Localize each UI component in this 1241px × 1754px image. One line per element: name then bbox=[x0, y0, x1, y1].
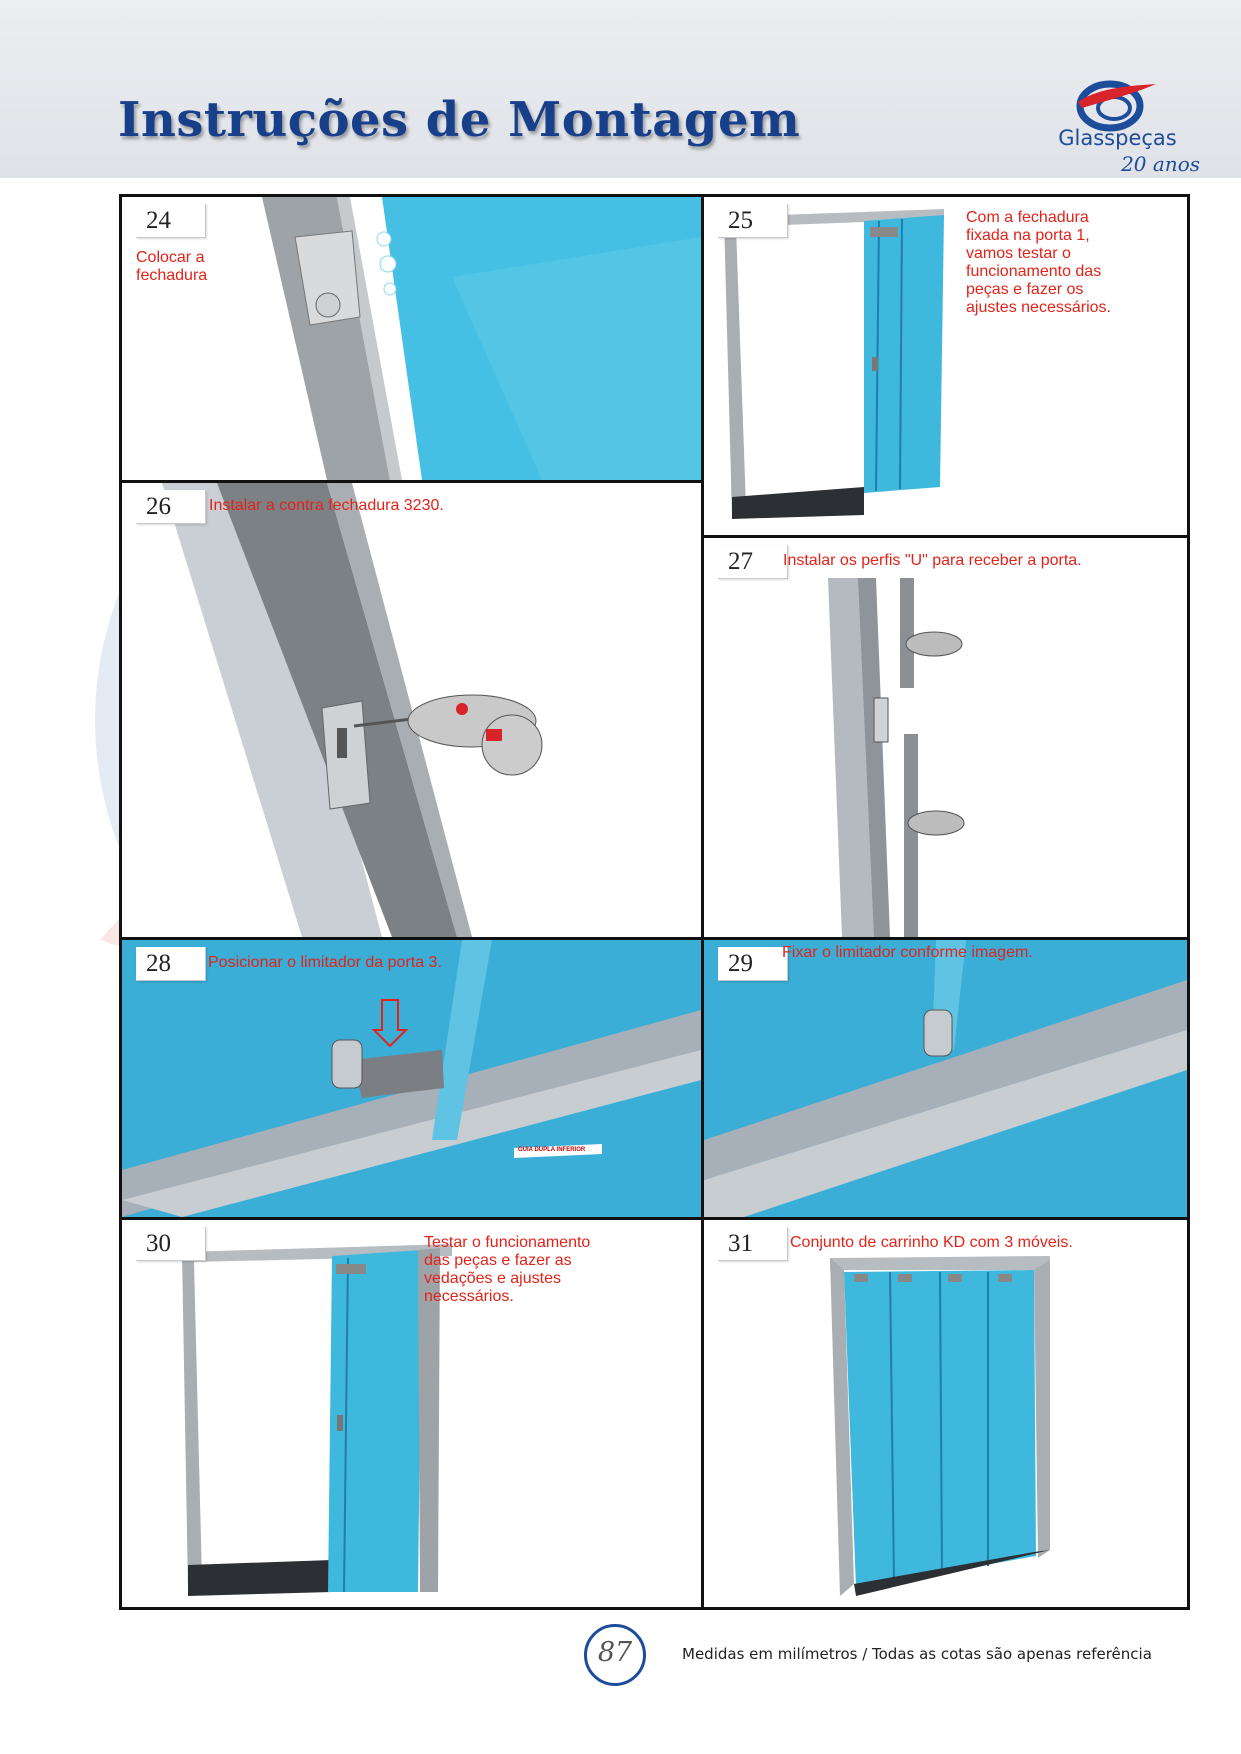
step-29-panel bbox=[704, 940, 1187, 1217]
page-title: Instruções de Montagem bbox=[118, 92, 801, 148]
step-caption: Fixar o limitador conforme imagem. bbox=[782, 944, 1033, 961]
step-number: 31 bbox=[718, 1227, 788, 1261]
step-27-panel bbox=[704, 538, 1187, 937]
step-caption: Com a fechadura fixada na porta 1, vamos testar o funcionamento das peças e fazer os ajustes necessários. bbox=[966, 209, 1111, 316]
step-25-panel bbox=[704, 197, 1187, 535]
step-number: 26 bbox=[136, 490, 206, 524]
step-30-panel bbox=[122, 1220, 701, 1607]
step-28-panel bbox=[122, 940, 701, 1217]
grid-divider bbox=[122, 1217, 1187, 1220]
step-caption: Posicionar o limitador da porta 3. bbox=[208, 954, 442, 971]
step-31-panel bbox=[704, 1220, 1187, 1607]
steps-grid bbox=[119, 194, 1190, 1610]
step-caption: Testar o funcionamento das peças e fazer as vedações e ajustes necessários. bbox=[424, 1234, 591, 1305]
step-number: 28 bbox=[136, 947, 206, 981]
step-number: 30 bbox=[136, 1227, 206, 1261]
page-number: 87 bbox=[597, 1637, 633, 1668]
door-test-illustration bbox=[122, 1220, 701, 1607]
strike-plate-illustration bbox=[122, 483, 701, 937]
logo-name: Glasspeças bbox=[1058, 126, 1177, 150]
step-caption: Instalar a contra fechadura 3230. bbox=[209, 497, 444, 514]
door-stop-positioning-illustration bbox=[122, 940, 701, 1217]
step-26-panel bbox=[122, 483, 701, 937]
lock-installation-illustration bbox=[122, 197, 701, 480]
grid-divider bbox=[704, 535, 1187, 538]
logo-anniversary: 20 anos bbox=[1121, 152, 1200, 176]
grid-divider bbox=[122, 480, 701, 483]
footer-note: Medidas em milímetros / Todas as cotas são apenas referência bbox=[682, 1645, 1152, 1663]
step-24-panel bbox=[122, 197, 701, 480]
header-band bbox=[0, 0, 1241, 178]
step-caption: Colocar a fechadura bbox=[136, 249, 208, 284]
brand-logo bbox=[1030, 78, 1200, 178]
u-profile-illustration bbox=[704, 538, 1187, 937]
guide-label: GUIA DUPLA INFERIOR bbox=[518, 1147, 586, 1153]
kd-trolley-set-illustration bbox=[704, 1220, 1187, 1607]
step-number: 27 bbox=[718, 545, 788, 579]
page-number-badge bbox=[584, 1624, 646, 1686]
door-stop-fixed-illustration bbox=[704, 940, 1187, 1217]
step-number: 25 bbox=[718, 204, 788, 238]
grid-divider-vertical bbox=[701, 197, 704, 1607]
step-caption: Instalar os perfis "U" para receber a porta. bbox=[783, 552, 1082, 569]
door-frame-illustration bbox=[704, 197, 1187, 535]
grid-divider bbox=[122, 937, 1187, 940]
step-number: 24 bbox=[136, 204, 206, 238]
step-caption: Conjunto de carrinho KD com 3 móveis. bbox=[790, 1234, 1073, 1251]
step-number: 29 bbox=[718, 947, 788, 981]
